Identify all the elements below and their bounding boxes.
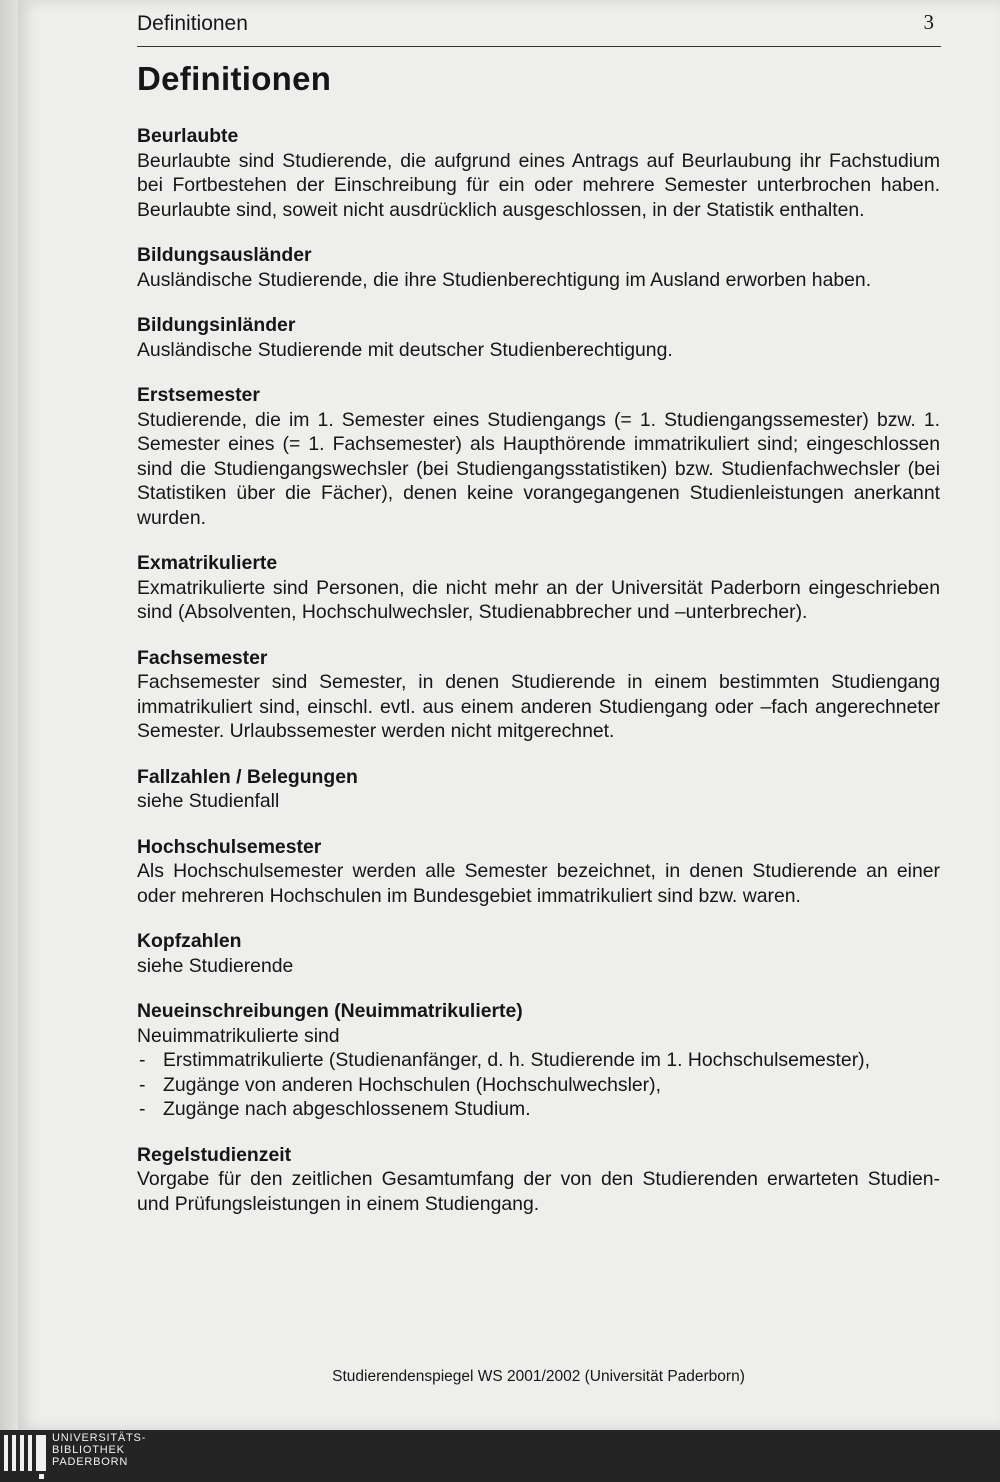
list-item: - Zugänge von anderen Hochschulen (Hochschulwechsler), [137,1073,940,1098]
term-definition: Vorgabe für den zeitlichen Gesamtumfang der von den Studierenden erwarteten Studien- und Prüfungsleistungen in einem Studiengang. [137,1168,940,1215]
definition-entry-fallzahlen [137,765,940,814]
definition-entry-neueinschreibungen [137,999,940,1122]
definition-entry-bildungsinlaender [137,313,940,362]
term-heading: Bildungsinländer [137,314,296,336]
neuimmatrikulierte-list [137,1048,940,1122]
page-title: Definitionen [137,60,332,97]
definition-entry-hochschulsemester [137,835,940,909]
definition-entry-fachsemester [137,646,940,744]
definition-entry-kopfzahlen [137,929,940,978]
term-definition: Studierende, die im 1. Semester eines Studiengangs (= 1. Studiengangssemester) bzw. 1. Semester eines (= 1. Fachsemester) als Haupthörende immatrikuliert sind; eingeschlossen sind die Studiengangswechsler (bei Studiengangsstatistiken) bzw. Studienfachwechsler (bei Statistiken über die Fächer), denen keine vorangegangenen Studienleistungen anerkannt wurden. [137,408,940,529]
term-heading: Exmatrikulierte [137,552,278,574]
definition-entry-erstsemester [137,383,940,530]
term-heading: Hochschulsemester [137,835,322,858]
library-logo-text [52,1432,146,1468]
term-heading: Neueinschreibungen (Neuimmatrikulierte) [137,1000,523,1022]
term-definition: siehe Studienfall [137,790,280,812]
library-watermark-strip [0,1430,1000,1482]
library-logo-line: UNIVERSITÄTS- [52,1432,147,1444]
definition-entry-regelstudienzeit [137,1143,940,1217]
term-heading: Beurlaubte [137,125,239,147]
library-logo-line: BIBLIOTHEK [52,1444,125,1456]
term-heading: Regelstudienzeit [137,1143,292,1166]
term-heading: Fallzahlen / Belegungen [137,765,358,788]
definitions-list [137,124,940,1216]
term-definition: siehe Studierende [137,954,294,977]
term-definition: Fachsemester sind Semester, in denen Studierende in einem bestimmten Studiengang immatrikuliert sind, einschl. evtl. aus einem anderen Studiengang oder –fach angerechneter Semester. Urlaubssemester werden nicht mitgerechnet. [137,671,940,742]
term-heading: Kopfzahlen [137,930,242,952]
term-heading: Bildungsausländer [137,244,312,266]
term-heading: Erstsemester [137,384,260,406]
term-definition: Ausländische Studierende, die ihre Studienberechtigung im Ausland erworben haben. [137,268,872,291]
running-header [137,10,940,46]
term-definition: Beurlaubte sind Studierende, die aufgrund eines Antrags auf Beurlaubung ihr Fachstudium bei Fortbestehen der Einschreibung für ein oder mehrere Semester unterbrochen haben. Beurlaubte sind, soweit nicht ausdrücklich ausgeschlossen, in der Statistik enthalten. [137,149,940,221]
page-edge-shadow [0,0,18,1430]
term-definition: Ausländische Studierende mit deutscher Studienberechtigung. [137,338,673,361]
running-header-title: Definitionen [137,12,248,35]
definition-entry-beurlaubte [137,124,940,222]
definition-entry-bildungsauslaender [137,243,940,292]
term-definition: Als Hochschulsemester werden alle Semester bezeichnet, in denen Studierende an einer oder mehreren Hochschulen im Bundesgebiet immatrikuliert sind bzw. waren. [137,860,940,907]
definition-entry-exmatrikulierte [137,551,940,625]
term-definition: Neuimmatrikulierte sind [137,1024,340,1047]
page-number: 3 [923,10,934,34]
page-footer: Studierendenspiegel WS 2001/2002 (Universität Paderborn) [332,1368,745,1385]
list-item: - Erstimmatrikulierte (Studienanfänger, d. h. Studierende im 1. Hochschulsemester), [137,1048,940,1073]
term-definition: Exmatrikulierte sind Personen, die nicht mehr an der Universität Paderborn eingeschrieben sind (Absolventen, Hochschulwechsler, Studienabbrecher und –unterbrecher). [137,576,940,623]
term-heading: Fachsemester [137,646,268,669]
library-logo-line: PADERBORN [52,1456,129,1468]
header-rule [137,46,941,47]
library-logo-icon [2,1432,48,1480]
list-item: - Zugänge nach abgeschlossenem Studium. [137,1097,940,1122]
